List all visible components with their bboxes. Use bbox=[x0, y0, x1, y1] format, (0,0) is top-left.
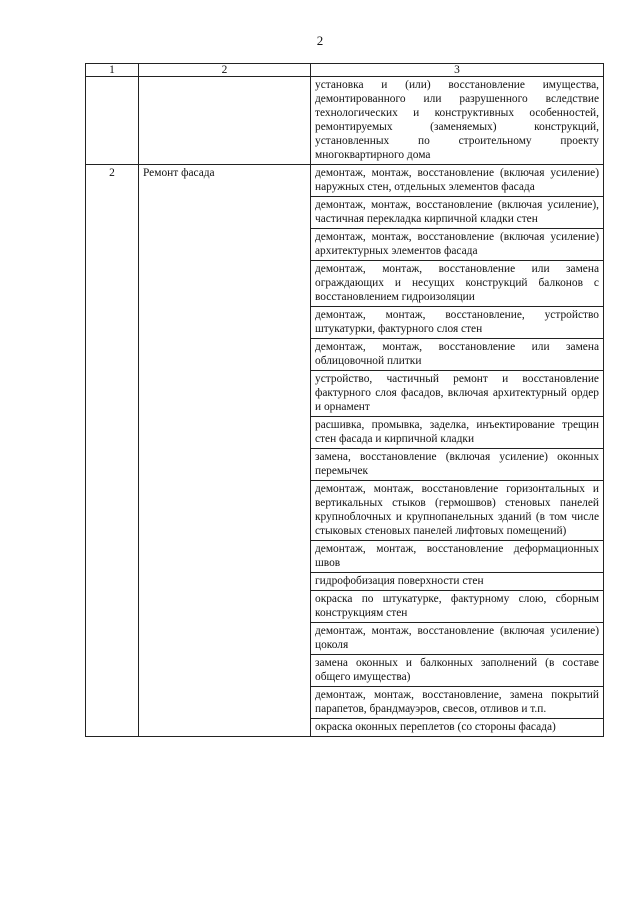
work-item: замена оконных и балконных заполнений (в составе общего имущества) bbox=[311, 655, 604, 687]
works-table bbox=[85, 63, 604, 737]
work-item: демонтаж, монтаж, восстановление (включая усиление) цоколя bbox=[311, 623, 604, 655]
work-item: демонтаж, монтаж, восстановление горизонтальных и вертикальных стыков (гермошвов) стеновых панелей крупноблочных и крупнопанельных зданий (в том числе стыковых стеновых панелей лифтовых помещений) bbox=[311, 481, 604, 541]
column-header-2: 2 bbox=[139, 64, 311, 77]
section-title: Ремонт фасада bbox=[139, 165, 311, 737]
continuation-title-cell bbox=[139, 77, 311, 165]
work-item: демонтаж, монтаж, восстановление или замена облицовочной плитки bbox=[311, 339, 604, 371]
work-item: демонтаж, монтаж, восстановление деформационных швов bbox=[311, 541, 604, 573]
work-item: окраска оконных переплетов (со стороны фасада) bbox=[311, 719, 604, 737]
work-item: демонтаж, монтаж, восстановление, устройство штукатурки, фактурного слоя стен bbox=[311, 307, 604, 339]
work-item: демонтаж, монтаж, восстановление (включая усиление) наружных стен, отдельных элементов фасада bbox=[311, 165, 604, 197]
work-item: гидрофобизация поверхности стен bbox=[311, 573, 604, 591]
work-item: демонтаж, монтаж, восстановление (включая усиление), частичная перекладка кирпичной кладки стен bbox=[311, 197, 604, 229]
continuation-number-cell bbox=[86, 77, 139, 165]
work-item: демонтаж, монтаж, восстановление (включая усиление) архитектурных элементов фасада bbox=[311, 229, 604, 261]
work-item: замена, восстановление (включая усиление) оконных перемычек bbox=[311, 449, 604, 481]
work-item: расшивка, промывка, заделка, инъектирование трещин стен фасада и кирпичной кладки bbox=[311, 417, 604, 449]
section-number: 2 bbox=[86, 165, 139, 737]
continuation-row bbox=[86, 77, 604, 165]
work-item: демонтаж, монтаж, восстановление или замена ограждающих и несущих конструкций балконов с восстановлением гидроизоляции bbox=[311, 261, 604, 307]
column-header-1: 1 bbox=[86, 64, 139, 77]
page-number: 2 bbox=[316, 33, 324, 48]
table-header-row bbox=[86, 64, 604, 77]
work-item: демонтаж, монтаж, восстановление, замена покрытий парапетов, брандмауэров, свесов, отливов и т.п. bbox=[311, 687, 604, 719]
work-item: окраска по штукатурке, фактурному слою, сборным конструкциям стен bbox=[311, 591, 604, 623]
continuation-description: установка и (или) восстановление имущества, демонтированного или разрушенного вследствие технологических и конструктивных особенностей, ремонтируемых (заменяемых) конструкций, установленных по строительному проекту многоквартирного дома bbox=[311, 77, 604, 165]
table-body bbox=[86, 77, 604, 737]
work-row bbox=[86, 165, 604, 197]
column-header-3: 3 bbox=[311, 64, 604, 77]
work-item: устройство, частичный ремонт и восстановление фактурного слоя фасадов, включая архитектурный ордер и орнамент bbox=[311, 371, 604, 417]
